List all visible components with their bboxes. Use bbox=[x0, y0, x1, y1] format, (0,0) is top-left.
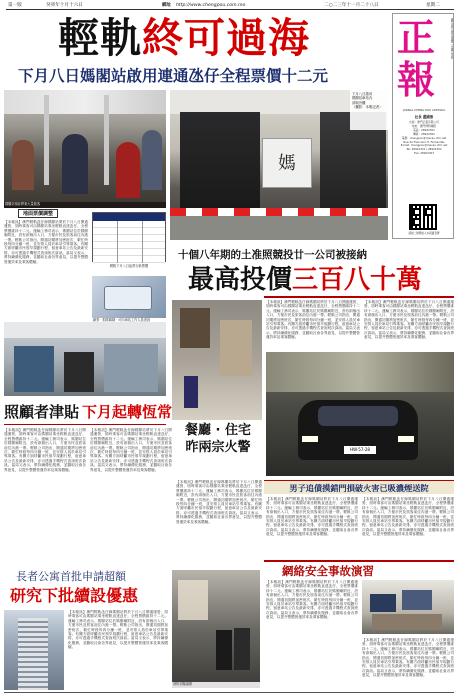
station-sign: 媽 bbox=[262, 138, 312, 188]
issue-date: 二○二三年十一月二十八日 bbox=[324, 3, 379, 8]
crime-headline: 男子追債摸錯門損破火害已吸濃煙送院 bbox=[289, 483, 429, 493]
lead-headline-black: 輕軌 bbox=[58, 14, 142, 62]
lead-bottom-caption: 網景 · 狗隊聯陳 · 可向車站工作人員查詢 bbox=[92, 318, 192, 324]
masthead-editor: 社長 盧國清 bbox=[414, 115, 434, 119]
tender-headline bbox=[188, 262, 454, 298]
carer-headline bbox=[4, 402, 173, 422]
page-number: 第一版 bbox=[8, 3, 22, 8]
elderly-article-text: 【本報訊】澳門輕軌氹仔線媽閣站將於下月八日開通運營，屆時乘客可由媽閣站乘坐輕軌直達氹仔，全程票價維持十二元。運輸工務司表示，媽閣站位於媽閣廟附近，設有兩個出入口，方便市民及旅客前往內港一帶。輕軌公司指出，開通初期將加密班次，繁忙時段每四分鐘一班，並安排人員於車站引導乘客。有關方面呼籲市民預早規劃行程，留意車站公告及最新安排，亦可透過手機程式查詢班次資訊。當局又表示，將持續優化服務，並聽取社會各界意見，以提升整體營運效率及乘客體驗。 bbox=[68, 610, 168, 650]
masthead-info-line: 電話：28922301 bbox=[413, 127, 435, 132]
fire-article-text: 【本報訊】澳門輕軌氹仔線媽閣站將於下月八日開通運營，屆時乘客可由媽閣站乘坐輕軌直達氹仔，全程票價維持十二元。運輸工務司表示，媽閣站位於媽閣廟附近，設有兩個出入口，方便市民及旅客前往內港一帶。輕軌公司指出，開通初期將加密班次，繁忙時段每四分鐘一班，並安排人員於車站引導乘客。有關方面呼籲市民預早規劃行程，留意車站公告及最新安排，亦可透過手機程式查詢班次資訊。當局又表示，將持續優化服務，並聽取社會各界意見，以提升整體營運效率及乘客體驗。 bbox=[176, 480, 262, 524]
fire-headline-b: 昨兩宗火警 bbox=[185, 440, 251, 455]
elderly-building-photo bbox=[4, 610, 64, 690]
lead-headline-red: 終可過海 bbox=[142, 14, 310, 62]
fire-headline bbox=[172, 422, 264, 456]
carer-photo bbox=[4, 322, 166, 396]
tender-headline-red: 三百八十萬 bbox=[292, 265, 423, 295]
fire-photo-caption: 消防到場處理 bbox=[172, 682, 260, 688]
masthead-info-line: Rua de Francisco H. Fernandes bbox=[403, 139, 445, 144]
fare-table bbox=[92, 212, 166, 262]
tender-article-col2: 【本報訊】澳門輕軌氹仔線媽閣站將於下月八日開通運營，屆時乘客可由媽閣站乘坐輕軌直達氹仔，全程票價維持十二元。運輸工務司表示，媽閣站位於媽閣廟附近，設有兩個出入口，方便市民及旅客前往內港一帶。輕軌公司指出，開通初期將加密班次，繁忙時段每四分鐘一班，並安排人員於車站引導乘客。有關方面呼籲市民預早規劃行程，留意車站公告及最新安排，亦可透過手機程式查詢班次資訊。當局又表示，將持續優化服務，並聽取社會各界意見，以提升整體營運效率及乘客體驗。 bbox=[364, 300, 454, 340]
masthead-info-line: Tel: 28922301 / 28922302 bbox=[406, 147, 442, 152]
top-info-bar bbox=[6, 2, 454, 10]
cyber-article-col2: 【本報訊】澳門輕軌氹仔線媽閣站將於下月八日開通運營，屆時乘客可由媽閣站乘坐輕軌直達氹仔，全程票價維持十二元。運輸工務司表示，媽閣站位於媽閣廟附近，設有兩個出入口，方便市民及旅客前往內港一帶。輕軌公司指出，開通初期將加密班次，繁忙時段每四分鐘一班，並安排人員於車站引導乘客。有關方面呼籲市民預早規劃行程，留意車站公告及最新安排，亦可透過手機程式查詢班次資訊。當局又表示，將持續優化服務，並聽取社會各界意見，以提升整體營運效率及乘客體驗。 bbox=[362, 638, 454, 678]
carer-rule bbox=[4, 424, 166, 425]
fire-photo-top bbox=[172, 300, 262, 420]
cyber-article-col1: 【本報訊】澳門輕軌氹仔線媽閣站將於下月八日開通運營，屆時乘客可由媽閣站乘坐輕軌直達氹仔，全程票價維持十二元。運輸工務司表示，媽閣站位於媽閣廟附近，設有兩個出入口，方便市民及旅客前往內港一帶。輕軌公司指出，開通初期將加密班次，繁忙時段每四分鐘一班，並安排人員於車站引導乘客。有關方面呼籲市民預早規劃行程，留意車站公告及最新安排，亦可透過手機程式查詢班次資訊。當局又表示，將持續優化服務，並聽取社會各界意見，以提升整體營運效率及乘客體驗。 bbox=[266, 580, 358, 620]
fire-photo-bottom bbox=[172, 570, 260, 688]
masthead-info-line: Fax: 28922303 bbox=[414, 151, 434, 156]
qr-caption: 請掃二維碼加入本報讀者群 bbox=[408, 232, 440, 235]
lead-headline bbox=[58, 14, 388, 62]
carer-headline-red: 下月起轉恆常 bbox=[82, 403, 173, 421]
taxi-photo bbox=[266, 352, 454, 476]
tender-headline-black: 最高投價 bbox=[188, 265, 293, 295]
masthead-logo: 正報 bbox=[396, 15, 435, 102]
masthead-info-line: E-mail: chengpou@macau.ctm.net bbox=[400, 143, 448, 148]
train-interior-photo bbox=[4, 90, 166, 208]
masthead-english-name: JORNAL CHENG POU LIMITADA bbox=[402, 108, 446, 112]
train-photo-caption: 媽閣站預計將來大量旅客 bbox=[4, 202, 166, 208]
fare-box-title: 地面票價調整 bbox=[18, 209, 58, 218]
website-link[interactable]: http://www.chengpou.com.mo bbox=[176, 3, 246, 8]
masthead-info-line: 電郵：chengpou@macau.ctm.net bbox=[401, 135, 447, 140]
weekday: 星期二 bbox=[426, 3, 440, 8]
masthead-info-line: 傳真：28922302 bbox=[413, 131, 435, 136]
tender-kicker: 十個八年期的土准照競投廿一公司被接納 bbox=[178, 249, 367, 261]
lead-article-text: 【本報訊】澳門輕軌氹仔線媽閣站將於下月八日開通運營，屆時乘客可由媽閣站乘坐輕軌直達氹仔，全程票價維持十二元。運輸工務司表示，媽閣站位於媽閣廟附近，設有兩個出入口，方便市民及旅客前往內港一帶。輕軌公司指出，開通初期將加密班次，繁忙時段每四分鐘一班，並安排人員於車站引導乘客。有關方面呼籲市民預早規劃行程，留意車站公告及最新安排，亦可透過手機程式查詢班次資訊。當局又表示，將持續優化服務，並聽取社會各界意見，以提升整體營運效率及乘客體驗。 bbox=[4, 220, 88, 264]
cyber-photo-top bbox=[362, 580, 454, 634]
tender-article-col1: 【本報訊】澳門輕軌氹仔線媽閣站將於下月八日開通運營，屆時乘客可由媽閣站乘坐輕軌直達氹仔，全程票價維持十二元。運輸工務司表示，媽閣站位於媽閣廟附近，設有兩個出入口，方便市民及旅客前往內港一帶。輕軌公司指出，開通初期將加密班次，繁忙時段每四分鐘一班，並安排人員於車站引導乘客。有關方面呼籲市民預早規劃行程，留意車站公告及最新安排，亦可透過手機程式查詢班次資訊。當局又表示，將持續優化服務，並聽取社會各界意見，以提升整體營運效率及乘客體驗。 bbox=[266, 300, 360, 340]
masthead-info-line: 出版：澳門正報有限公司 bbox=[409, 120, 439, 124]
fire-headline-a: 餐廳 · 住宅 bbox=[185, 423, 251, 438]
lead-subhead: 下月八日媽閣站啟用連通氹仔全程票價十二元 bbox=[18, 67, 329, 85]
fare-table-caption: 輕軌下月八日起實行新票價 bbox=[92, 264, 166, 272]
carer-article-col1: 【本報訊】澳門輕軌氹仔線媽閣站將於下月八日開通運營，屆時乘客可由媽閣站乘坐輕軌直達氹仔，全程票價維持十二元。運輸工務司表示，媽閣站位於媽閣廟附近，設有兩個出入口，方便市民及旅客前往內港一帶。輕軌公司指出，開通初期將加密班次，繁忙時段每四分鐘一班，並安排人員於車站引導乘客。有關方面呼籲市民預早規劃行程，留意車站公告及最新安排，亦可透過手機程式查詢班次資訊。當局又表示，將持續優化服務，並聽取社會各界意見，以提升整體營運效率及乘客體驗。 bbox=[4, 428, 86, 472]
ticket-photo bbox=[92, 276, 166, 318]
qr-code[interactable] bbox=[409, 204, 437, 230]
station-side-caption: 下月八日啟用 媽閣站車站內 部與外觀 （攝影：本報記者） bbox=[350, 90, 390, 130]
cyber-headline-bar bbox=[264, 560, 454, 578]
tender-rule bbox=[264, 296, 454, 298]
carer-headline-black: 照顧者津貼 bbox=[4, 403, 80, 421]
masthead-side-info: 澳門出版·正報·每逢週一至週五出版 bbox=[450, 18, 453, 59]
masthead-contact-info bbox=[397, 121, 451, 201]
elderly-kicker: 長者公寓首批申請超額 bbox=[16, 570, 126, 583]
taxi-plate: HW·57-28 bbox=[344, 446, 376, 454]
crime-article-col1: 【本報訊】澳門輕軌氹仔線媽閣站將於下月八日開通運營，屆時乘客可由媽閣站乘坐輕軌直達氹仔，全程票價維持十二元。運輸工務司表示，媽閣站位於媽閣廟附近，設有兩個出入口，方便市民及旅客前往內港一帶。輕軌公司指出，開通初期將加密班次，繁忙時段每四分鐘一班，並安排人員於車站引導乘客。有關方面呼籲市民預早規劃行程，留意車站公告及最新安排，亦可透過手機程式查詢班次資訊。當局又表示，將持續優化服務，並聽取社會各界意見，以提升整體營運效率及乘客體驗。 bbox=[266, 497, 358, 537]
cyber-headline: 網絡安全事故演習 bbox=[282, 564, 374, 578]
carer-article-col2: 【本報訊】澳門輕軌氹仔線媽閣站將於下月八日開通運營，屆時乘客可由媽閣站乘坐輕軌直達氹仔，全程票價維持十二元。運輸工務司表示，媽閣站位於媽閣廟附近，設有兩個出入口，方便市民及旅客前往內港一帶。輕軌公司指出，開通初期將加密班次，繁忙時段每四分鐘一班，並安排人員於車站引導乘客。有關方面呼籲市民預早規劃行程，留意車站公告及最新安排，亦可透過手機程式查詢班次資訊。當局又表示，將持續優化服務，並聽取社會各界意見，以提升整體營運效率及乘客體驗。 bbox=[90, 428, 172, 472]
elderly-headline: 研究下批續設優惠 bbox=[10, 586, 139, 605]
web-label: 網址 bbox=[162, 3, 172, 8]
masthead-info-line: 地址：澳門俾利喇街 bbox=[411, 123, 437, 128]
crime-article-col2: 【本報訊】澳門輕軌氹仔線媽閣站將於下月八日開通運營，屆時乘客可由媽閣站乘坐輕軌直達氹仔，全程票價維持十二元。運輸工務司表示，媽閣站位於媽閣廟附近，設有兩個出入口，方便市民及旅客前往內港一帶。輕軌公司指出，開通初期將加密班次，繁忙時段每四分鐘一班，並安排人員於車站引導乘客。有關方面呼籲市民預早規劃行程，留意車站公告及最新安排，亦可透過手機程式查詢班次資訊。當局又表示，將持續優化服務，並聽取社會各界意見，以提升整體營運效率及乘客體驗。 bbox=[362, 497, 454, 537]
lunar-date: 癸卯年十月十六日 bbox=[46, 3, 83, 8]
masthead bbox=[392, 13, 454, 239]
page-bottom-rule bbox=[4, 692, 454, 693]
crime-headline-bar bbox=[264, 480, 454, 494]
